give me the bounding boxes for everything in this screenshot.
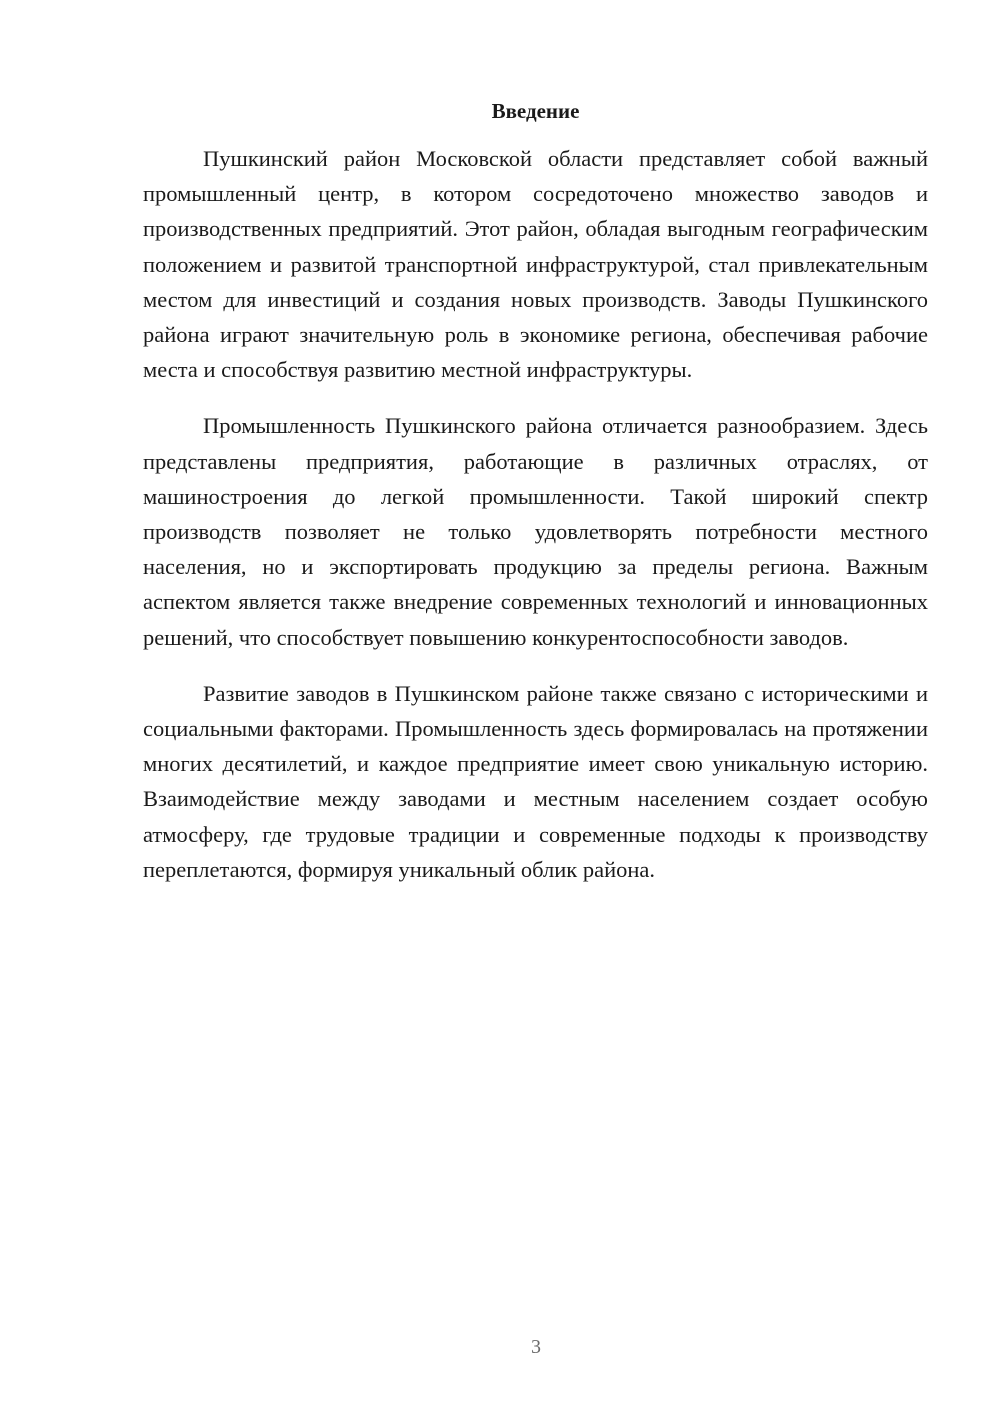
paragraph-3: Развитие заводов в Пушкинском районе также связано с историческими и социальными факторами. Промышленность здесь формировалась на протяжении многих десятилетий, и каждое предприятие имеет свою уникальную историю. Взаимодействие между заводами и местным населением создает особую атмосферу, где трудовые традиции и современные подходы к производству переплетаются, формируя уникальный облик района. bbox=[143, 680, 928, 882]
page-number: 3 bbox=[531, 1336, 541, 1358]
section-heading: Введение bbox=[491, 99, 580, 123]
body-text bbox=[143, 141, 928, 908]
paragraph-2: Промышленность Пушкинского района отличается разнообразием. Здесь представлены предприятия, работающие в различных отраслях, от машиностроения до легкой промышленности. Такой широкий спектр производств позволяет не только удовлетворять потребности местного населения, но и экспортировать продукцию за пределы региона. Важным аспектом является также внедрение современных технологий и инновационных решений, что способствует повышению конкурентоспособности заводов. bbox=[143, 413, 928, 650]
paragraph-1: Пушкинский район Московской области представляет собой важный промышленный центр, в котором сосредоточено множество заводов и производственных предприятий. Этот район, обладая выгодным географическим положением и развитой транспортной инфраструктурой, стал привлекательным местом для инвестиций и создания новых производств. Заводы Пушкинского района играют значительную роль в экономике региона, обеспечивая рабочие места и способствуя развитию местной инфраструктуры. bbox=[143, 146, 928, 383]
